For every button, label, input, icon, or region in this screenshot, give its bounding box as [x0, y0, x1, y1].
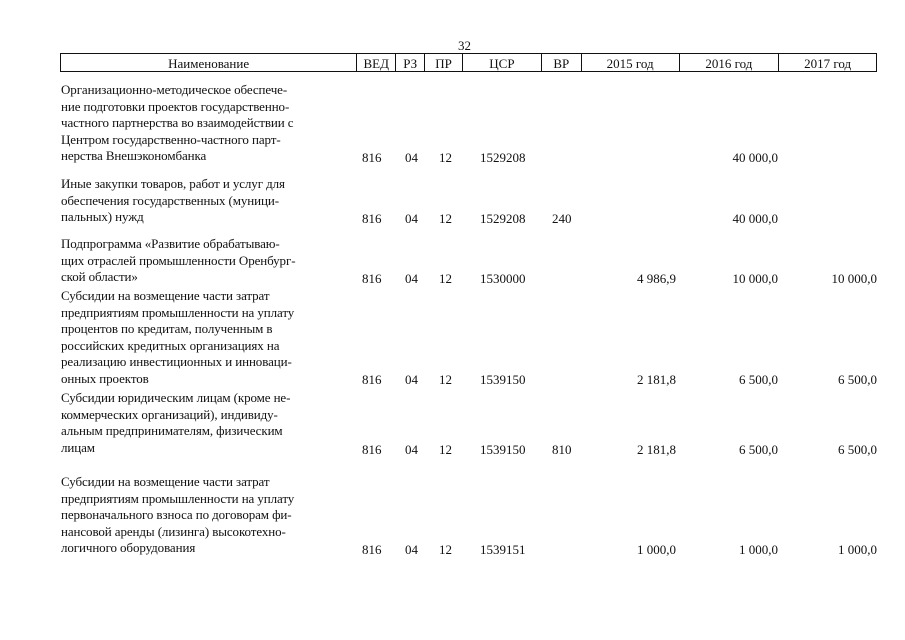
- table-row: [60, 236, 877, 287]
- row-name: Субсидии юридическим лицам (кроме не- коммерческих организаций), индивиду- альным предпринимателям, физическим лицам: [61, 390, 291, 455]
- row-csr: 1529208: [480, 210, 526, 226]
- row-2016: 1 000,0: [739, 541, 778, 557]
- row-2015: 4 986,9: [637, 270, 676, 286]
- header-2017: 2017 год: [804, 56, 852, 71]
- header-vr: ВР: [542, 54, 582, 71]
- row-2016: 40 000,0: [732, 210, 778, 226]
- row-ved: 816: [362, 210, 382, 226]
- row-ved: 816: [362, 149, 382, 165]
- row-ved: 816: [362, 371, 382, 387]
- header-pr: ПР: [425, 54, 463, 71]
- row-2015: 2 181,8: [637, 441, 676, 457]
- row-pr: 12: [439, 210, 452, 226]
- row-2017: 10 000,0: [831, 270, 877, 286]
- row-csr: 1539150: [480, 371, 526, 387]
- table-row: [60, 390, 877, 458]
- row-2016: 10 000,0: [732, 270, 778, 286]
- header-csr: ЦСР: [463, 54, 542, 71]
- row-pr: 12: [439, 149, 452, 165]
- row-2017: 6 500,0: [838, 441, 877, 457]
- row-csr: 1529208: [480, 149, 526, 165]
- row-rz: 04: [405, 441, 418, 457]
- row-2016: 6 500,0: [739, 371, 778, 387]
- row-csr: 1530000: [480, 270, 526, 286]
- table-header: [60, 53, 877, 72]
- row-ved: 816: [362, 441, 382, 457]
- row-rz: 04: [405, 371, 418, 387]
- row-pr: 12: [439, 441, 452, 457]
- table-row: [60, 474, 877, 558]
- row-2016: 40 000,0: [732, 149, 778, 165]
- row-pr: 12: [439, 371, 452, 387]
- header-name: Наименование: [61, 54, 357, 71]
- row-name: Подпрограмма «Развитие обрабатываю- щих отраслей промышленности Оренбург- ской области»: [61, 236, 296, 284]
- header-2015: 2015 год: [582, 54, 680, 71]
- row-csr: 1539151: [480, 541, 526, 557]
- table-row: [60, 288, 877, 388]
- row-pr: 12: [439, 541, 452, 557]
- row-2017: 6 500,0: [838, 371, 877, 387]
- row-2015: 2 181,8: [637, 371, 676, 387]
- row-vr: 810: [552, 441, 572, 457]
- row-2016: 6 500,0: [739, 441, 778, 457]
- row-name: Субсидии на возмещение части затрат предприятиям промышленности на уплату первоначального взноса по договорам фи- нансовой аренды (лизинга) высокотехно- логичного оборудования: [61, 474, 295, 555]
- row-2017: 1 000,0: [838, 541, 877, 557]
- row-rz: 04: [405, 270, 418, 286]
- header-2016: 2016 год: [680, 54, 780, 71]
- page-number: 32: [458, 38, 471, 53]
- row-ved: 816: [362, 270, 382, 286]
- row-rz: 04: [405, 210, 418, 226]
- table-row: [60, 82, 877, 166]
- header-rz: РЗ: [396, 54, 425, 71]
- row-rz: 04: [405, 149, 418, 165]
- row-2015: 1 000,0: [637, 541, 676, 557]
- table-row: [60, 176, 877, 227]
- row-rz: 04: [405, 541, 418, 557]
- row-vr: 240: [552, 210, 572, 226]
- row-name: Субсидии на возмещение части затрат предприятиям промышленности на уплату процентов по кредитам, полученным в российских кредитных организациях на реализацию инвестиционных и инноваци- онных проектов: [61, 288, 295, 386]
- row-ved: 816: [362, 541, 382, 557]
- row-csr: 1539150: [480, 441, 526, 457]
- header-ved: ВЕД: [357, 54, 396, 71]
- row-name: Иные закупки товаров, работ и услуг для обеспечения государственных (муници- пальных) нужд: [61, 176, 285, 224]
- row-name: Организационно-методическое обеспече- ние подготовки проектов государственно- частного партнерства во взаимодействии с Центром государственно-частного парт- нерства Внешэкономбанка: [61, 82, 294, 163]
- row-pr: 12: [439, 270, 452, 286]
